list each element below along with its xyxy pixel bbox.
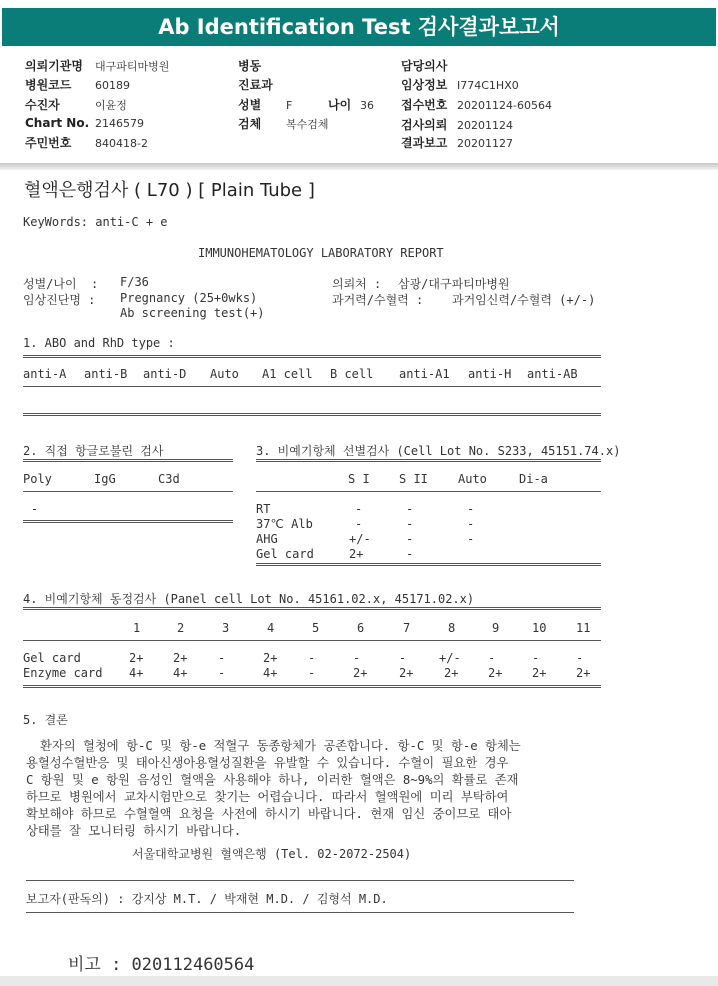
header-value: 36	[360, 99, 374, 112]
double-rule	[23, 520, 233, 523]
double-rule	[23, 685, 601, 688]
double-rule	[23, 459, 233, 462]
header-label: 병동	[238, 59, 262, 73]
diagnosis-line-1: Pregnancy (25+0wks)	[120, 291, 258, 305]
header-label: 의뢰기관명	[25, 59, 83, 73]
requester-value: 삼광/대구파티마병원	[398, 277, 510, 291]
panel-cell: -	[532, 651, 540, 665]
abo-column-header: anti-A1	[399, 367, 450, 381]
conclusion-line-text: 상태를 잘 모니터링 하시기 바랍니다.	[26, 824, 242, 838]
panel-cell: +/-	[439, 651, 461, 665]
panel-column-header: 8	[448, 621, 456, 635]
blood-bank-contact: 서울대학교병원 혈액은행 (Tel. 02-2072-2504)	[132, 847, 412, 861]
conclusion-line	[26, 823, 626, 840]
header-label: 진료과	[238, 78, 273, 92]
diagnosis-label: 임상진단명 :	[23, 293, 96, 307]
screen-cell: -	[406, 517, 414, 531]
panel-row-label: Gel card	[23, 651, 81, 665]
diagnosis-line-2: Ab screening test(+)	[120, 306, 265, 320]
abo-column-header: anti-A	[23, 367, 67, 381]
screen-column-header: S II	[399, 472, 428, 486]
panel-cell: -	[576, 651, 584, 665]
panel-cell: 2+	[576, 666, 591, 680]
header-value: 이윤정	[95, 99, 127, 112]
single-rule	[26, 912, 574, 913]
conclusion-line	[26, 772, 626, 789]
double-rule	[23, 413, 601, 416]
abo-column-header: B cell	[330, 367, 374, 381]
report-title: IMMUNOHEMATOLOGY LABORATORY REPORT	[198, 246, 444, 260]
double-rule	[23, 355, 601, 358]
history-value: 과거임신력/수혈력 (+/-)	[452, 293, 596, 307]
panel-cell: 2+	[129, 651, 144, 665]
panel-column-header: 10	[532, 621, 547, 635]
screen-cell: -	[406, 502, 414, 516]
panel-cell: -	[218, 666, 226, 680]
conclusion-line-text: 용혈성수혈반응 및 태아신생아용혈성질환을 유발할 수 있습니다. 수혈이 필요한 경우	[26, 756, 509, 770]
panel-cell: 2+	[488, 666, 503, 680]
panel-cell: 4+	[173, 666, 188, 680]
screen-column-header: Auto	[458, 472, 487, 486]
header-value: 20201127	[457, 137, 513, 150]
header-value: 20201124-60564	[457, 99, 552, 112]
panel-column-header: 3	[222, 621, 230, 635]
panel-cell: -	[308, 666, 316, 680]
header-label: 수진자	[25, 98, 60, 112]
conclusion-line	[26, 738, 626, 755]
requester-label: 의뢰처 :	[332, 277, 382, 291]
header-label: 검사의뢰	[401, 118, 448, 132]
panel-row-label: Enzyme card	[23, 666, 103, 680]
double-rule	[256, 563, 601, 566]
header-label: 주민번호	[25, 136, 72, 150]
panel-cell: 4+	[129, 666, 144, 680]
panel-cell: -	[488, 651, 496, 665]
history-label: 과거력/수혈력 :	[332, 293, 424, 307]
conclusion-paragraph	[26, 738, 626, 840]
header-label: 담당의사	[401, 59, 448, 73]
header-value: 복수검체	[286, 118, 329, 131]
panel-cell: 4+	[263, 666, 278, 680]
screen-column-header: Di-a	[519, 472, 548, 486]
panel-cell: 2+	[532, 666, 547, 680]
header-divider	[0, 163, 718, 170]
abo-column-header: A1 cell	[262, 367, 313, 381]
header-value: F	[286, 99, 293, 112]
conclusion-line-text: 환자의 혈청에 항-C 및 항-e 적혈구 동종항체가 공존합니다. 항-C 및 항-e 항체는	[40, 739, 521, 753]
dat-column-header: IgG	[94, 472, 116, 486]
keywords: KeyWords: anti-C + e	[23, 215, 168, 229]
header-label: 접수번호	[401, 98, 448, 112]
panel-cell: -	[308, 651, 316, 665]
header-label: 병원코드	[25, 78, 72, 92]
screen-cell: -	[467, 532, 475, 546]
screen-column-header: S I	[348, 472, 370, 486]
section-title: 혈액은행검사 ( L70 ) [ Plain Tube ]	[24, 180, 315, 201]
dat-value: -	[31, 502, 39, 516]
header-value: 대구파티마병원	[95, 60, 170, 73]
single-rule	[23, 386, 601, 387]
header-value: 2146579	[95, 117, 144, 130]
conclusion-line-text: 확보해야 하므로 수혈혈액 요청을 사전에 하시기 바랍니다. 현재 임신 중이므로 태아	[26, 807, 512, 821]
screen-cell: 2+	[349, 547, 364, 561]
header-value: I774C1HX0	[457, 79, 519, 92]
screen-cell: -	[406, 547, 414, 561]
screen-cell: -	[355, 502, 363, 516]
panel-column-header: 7	[403, 621, 411, 635]
sex-age-label: 성별/나이 :	[23, 277, 99, 291]
screen-row-label: RT	[256, 502, 271, 516]
panel-cell: 2+	[353, 666, 368, 680]
remarks: 비고 : 020112460564	[68, 955, 255, 975]
header-label: 나이	[328, 98, 352, 112]
panel-column-header: 5	[312, 621, 320, 635]
conclusion-line	[26, 789, 626, 806]
panel-column-header: 2	[177, 621, 185, 635]
double-rule	[23, 607, 601, 610]
dat-column-header: C3d	[158, 472, 180, 486]
single-rule	[26, 880, 574, 881]
panel-cell: -	[353, 651, 361, 665]
header-value: 840418-2	[95, 137, 148, 150]
report-title-bar: Ab Identification Test 검사결과보고서	[2, 8, 716, 46]
panel-column-header: 1	[133, 621, 141, 635]
panel-cell: 2+	[263, 651, 278, 665]
abo-column-header: anti-AB	[527, 367, 578, 381]
abo-column-header: Auto	[210, 367, 239, 381]
panel-column-header: 6	[357, 621, 365, 635]
header-label: 성별	[238, 98, 262, 112]
single-rule	[256, 491, 601, 492]
dat-section-title: 2. 직접 항글로불린 검사	[23, 444, 164, 458]
header-label: 결과보고	[401, 136, 448, 150]
header-value: 20201124	[457, 119, 513, 132]
conclusion-line-text: 하므로 병원에서 교차시험만으로 찾기는 어렵습니다. 따라서 혈액원에 미리 부탁하여	[26, 790, 509, 804]
abo-column-header: anti-B	[84, 367, 128, 381]
reporter-line: 보고자(판독의) : 강지상 M.T. / 박재현 M.D. / 김형석 M.D.	[26, 892, 388, 906]
panel-cell: 2+	[173, 651, 188, 665]
screen-row-label: 37℃ Alb	[256, 517, 313, 531]
header-label: 검체	[238, 117, 262, 131]
header-label: Chart No.	[25, 116, 90, 130]
conclusion-title: 5. 결론	[23, 713, 68, 727]
panel-section-title: 4. 비예기항체 동정검사 (Panel cell Lot No. 45161.02.x, 45171.02.x)	[23, 592, 475, 606]
bottom-band	[0, 976, 718, 986]
screen-row-label: AHG	[256, 532, 278, 546]
header-value: 60189	[95, 79, 130, 92]
screen-section-title: 3. 비예기항체 선별검사 (Cell Lot No. S233, 45151.74.x)	[256, 444, 621, 458]
panel-cell: -	[399, 651, 407, 665]
panel-column-header: 11	[576, 621, 591, 635]
panel-cell: 2+	[444, 666, 459, 680]
dat-column-header: Poly	[23, 472, 52, 486]
conclusion-line	[26, 755, 626, 772]
screen-cell: -	[467, 517, 475, 531]
conclusion-line	[26, 806, 626, 823]
screen-cell: +/-	[349, 532, 371, 546]
abo-section-title: 1. ABO and RhD type :	[23, 336, 175, 350]
abo-column-header: anti-D	[143, 367, 187, 381]
single-rule	[23, 491, 233, 492]
panel-cell: -	[218, 651, 226, 665]
panel-column-header: 9	[492, 621, 500, 635]
double-rule	[256, 459, 601, 462]
abo-column-header: anti-H	[468, 367, 512, 381]
sex-age-value: F/36	[120, 275, 149, 289]
single-rule	[23, 640, 601, 641]
screen-cell: -	[355, 517, 363, 531]
screen-cell: -	[467, 502, 475, 516]
screen-cell: -	[406, 532, 414, 546]
screen-row-label: Gel card	[256, 547, 314, 561]
conclusion-line-text: C 항원 및 e 항원 음성인 혈액을 사용해야 하나, 이러한 혈액은 8~9%의 확률로 존재	[26, 773, 519, 787]
panel-cell: 2+	[399, 666, 414, 680]
header-label: 임상정보	[401, 78, 448, 92]
panel-column-header: 4	[267, 621, 275, 635]
